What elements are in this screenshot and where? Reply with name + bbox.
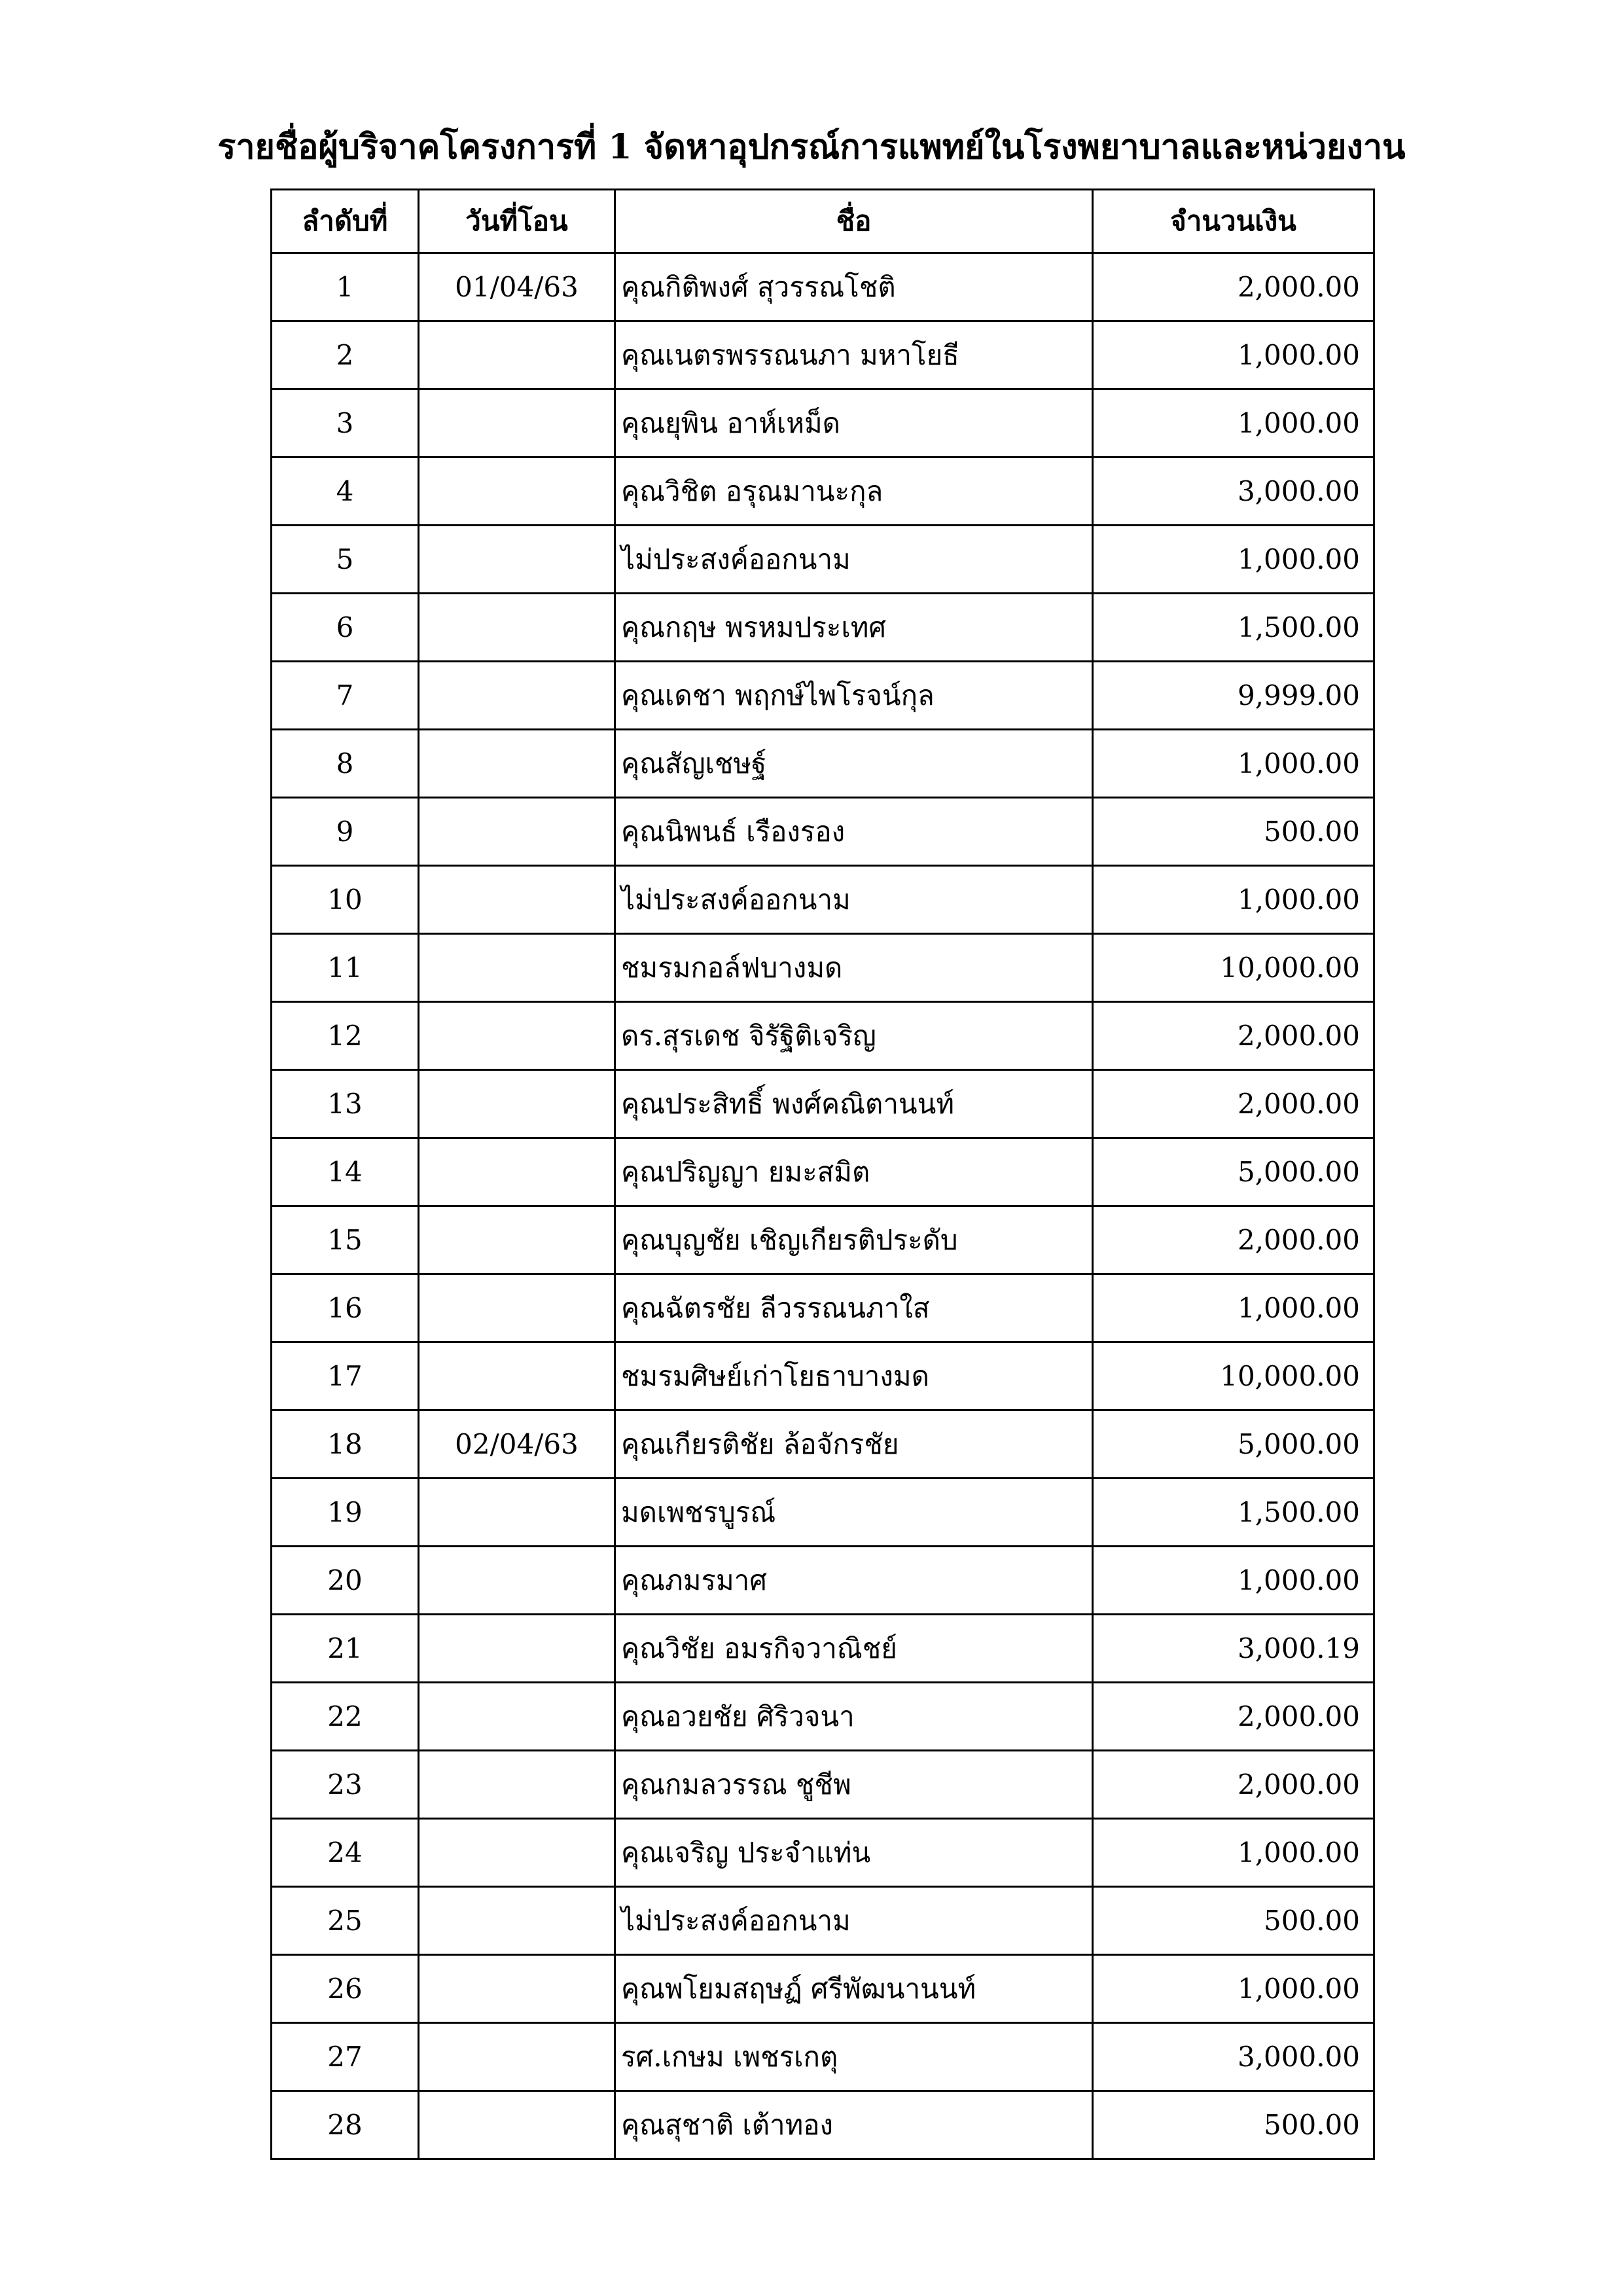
cell-amount: 5,000.00 xyxy=(1093,1138,1374,1206)
cell-donor-name: คุณนิพนธ์ เรืองรอง xyxy=(615,798,1093,866)
cell-amount: 500.00 xyxy=(1093,1887,1374,1955)
cell-transfer-date xyxy=(419,321,615,389)
cell-transfer-date xyxy=(419,1138,615,1206)
cell-amount: 1,500.00 xyxy=(1093,1479,1374,1547)
cell-amount: 500.00 xyxy=(1093,2091,1374,2159)
table-row xyxy=(272,1206,1374,1274)
cell-donor-name: คุณวิชิต อรุณมานะกุล xyxy=(615,457,1093,526)
cell-transfer-date xyxy=(419,389,615,457)
cell-amount: 500.00 xyxy=(1093,798,1374,866)
table-row xyxy=(272,866,1374,934)
header-amount: จำนวนเงิน xyxy=(1093,190,1374,253)
cell-amount: 10,000.00 xyxy=(1093,934,1374,1002)
cell-amount: 5,000.00 xyxy=(1093,1410,1374,1479)
table-row xyxy=(272,798,1374,866)
table-row xyxy=(272,457,1374,526)
cell-order-no: 7 xyxy=(272,662,419,730)
cell-donor-name: คุณกฤษ พรหมประเทศ xyxy=(615,594,1093,662)
cell-order-no: 6 xyxy=(272,594,419,662)
cell-amount: 1,000.00 xyxy=(1093,1274,1374,1342)
table-row xyxy=(272,934,1374,1002)
cell-amount: 9,999.00 xyxy=(1093,662,1374,730)
cell-order-no: 16 xyxy=(272,1274,419,1342)
cell-donor-name: คุณสัญเชษฐ์ xyxy=(615,730,1093,798)
cell-transfer-date xyxy=(419,457,615,526)
cell-order-no: 22 xyxy=(272,1683,419,1751)
table-row xyxy=(272,594,1374,662)
cell-order-no: 10 xyxy=(272,866,419,934)
cell-transfer-date: 02/04/63 xyxy=(419,1410,615,1479)
cell-amount: 1,000.00 xyxy=(1093,1955,1374,2023)
cell-transfer-date xyxy=(419,526,615,594)
cell-order-no: 21 xyxy=(272,1615,419,1683)
table-row xyxy=(272,2023,1374,2091)
donor-table xyxy=(270,188,1375,2160)
cell-amount: 10,000.00 xyxy=(1093,1342,1374,1410)
cell-order-no: 14 xyxy=(272,1138,419,1206)
cell-order-no: 25 xyxy=(272,1887,419,1955)
table-row xyxy=(272,1070,1374,1138)
cell-amount: 1,000.00 xyxy=(1093,321,1374,389)
cell-donor-name: คุณกมลวรรณ ชูชีพ xyxy=(615,1751,1093,1819)
cell-transfer-date xyxy=(419,1547,615,1615)
cell-amount: 1,000.00 xyxy=(1093,1819,1374,1887)
table-row xyxy=(272,1615,1374,1683)
cell-donor-name: คุณปริญญา ยมะสมิต xyxy=(615,1138,1093,1206)
cell-order-no: 23 xyxy=(272,1751,419,1819)
cell-donor-name: คุณพโยมสฤษฏ์ ศรีพัฒนานนท์ xyxy=(615,1955,1093,2023)
cell-transfer-date xyxy=(419,594,615,662)
cell-transfer-date xyxy=(419,1615,615,1683)
cell-order-no: 9 xyxy=(272,798,419,866)
cell-amount: 2,000.00 xyxy=(1093,1751,1374,1819)
cell-transfer-date xyxy=(419,730,615,798)
cell-amount: 2,000.00 xyxy=(1093,1206,1374,1274)
header-name: ชื่อ xyxy=(615,190,1093,253)
cell-order-no: 4 xyxy=(272,457,419,526)
cell-order-no: 11 xyxy=(272,934,419,1002)
header-order-no: ลำดับที่ xyxy=(272,190,419,253)
table-row xyxy=(272,321,1374,389)
cell-order-no: 2 xyxy=(272,321,419,389)
cell-donor-name: คุณเดชา พฤกษ์ไพโรจน์กุล xyxy=(615,662,1093,730)
cell-donor-name: ชมรมกอล์ฟบางมด xyxy=(615,934,1093,1002)
cell-donor-name: คุณภมรมาศ xyxy=(615,1547,1093,1615)
table-row xyxy=(272,389,1374,457)
cell-order-no: 24 xyxy=(272,1819,419,1887)
table-body xyxy=(272,253,1374,2159)
cell-transfer-date xyxy=(419,1206,615,1274)
cell-amount: 1,000.00 xyxy=(1093,866,1374,934)
table-header-row xyxy=(272,190,1374,253)
table-row xyxy=(272,1479,1374,1547)
table-row xyxy=(272,662,1374,730)
table-row xyxy=(272,2091,1374,2159)
cell-donor-name: คุณเจริญ ประจำแท่น xyxy=(615,1819,1093,1887)
cell-donor-name: ชมรมศิษย์เก่าโยธาบางมด xyxy=(615,1342,1093,1410)
cell-order-no: 5 xyxy=(272,526,419,594)
cell-donor-name: คุณเนตรพรรณนภา มหาโยธี xyxy=(615,321,1093,389)
cell-transfer-date xyxy=(419,934,615,1002)
cell-amount: 2,000.00 xyxy=(1093,1002,1374,1070)
cell-order-no: 18 xyxy=(272,1410,419,1479)
cell-donor-name: คุณประสิทธิ์ พงศ์คณิตานนท์ xyxy=(615,1070,1093,1138)
cell-transfer-date xyxy=(419,866,615,934)
cell-transfer-date xyxy=(419,2023,615,2091)
cell-transfer-date xyxy=(419,1683,615,1751)
cell-order-no: 17 xyxy=(272,1342,419,1410)
cell-transfer-date xyxy=(419,1479,615,1547)
cell-order-no: 12 xyxy=(272,1002,419,1070)
cell-order-no: 15 xyxy=(272,1206,419,1274)
cell-amount: 1,000.00 xyxy=(1093,389,1374,457)
cell-transfer-date xyxy=(419,1887,615,1955)
cell-donor-name: คุณบุญชัย เชิญเกียรติประดับ xyxy=(615,1206,1093,1274)
cell-amount: 2,000.00 xyxy=(1093,1070,1374,1138)
table-row xyxy=(272,1002,1374,1070)
cell-amount: 2,000.00 xyxy=(1093,253,1374,321)
cell-donor-name: รศ.เกษม เพชรเกตุ xyxy=(615,2023,1093,2091)
cell-amount: 1,000.00 xyxy=(1093,1547,1374,1615)
table-row xyxy=(272,1547,1374,1615)
table-row xyxy=(272,1819,1374,1887)
table-row xyxy=(272,253,1374,321)
cell-order-no: 3 xyxy=(272,389,419,457)
cell-order-no: 1 xyxy=(272,253,419,321)
cell-order-no: 26 xyxy=(272,1955,419,2023)
cell-order-no: 20 xyxy=(272,1547,419,1615)
table-row xyxy=(272,1274,1374,1342)
cell-transfer-date xyxy=(419,1955,615,2023)
cell-donor-name: ดร.สุรเดช จิรัฐิติเจริญ xyxy=(615,1002,1093,1070)
cell-donor-name: คุณวิชัย อมรกิจวาณิชย์ xyxy=(615,1615,1093,1683)
cell-transfer-date xyxy=(419,1002,615,1070)
table-row xyxy=(272,1955,1374,2023)
cell-amount: 1,000.00 xyxy=(1093,526,1374,594)
cell-transfer-date xyxy=(419,1342,615,1410)
cell-donor-name: คุณอวยชัย ศิริวจนา xyxy=(615,1683,1093,1751)
cell-order-no: 27 xyxy=(272,2023,419,2091)
cell-transfer-date xyxy=(419,1751,615,1819)
cell-donor-name: คุณฉัตรชัย ลีวรรณนภาใส xyxy=(615,1274,1093,1342)
cell-amount: 1,500.00 xyxy=(1093,594,1374,662)
cell-transfer-date xyxy=(419,1274,615,1342)
table-row xyxy=(272,1887,1374,1955)
cell-donor-name: ไม่ประสงค์ออกนาม xyxy=(615,526,1093,594)
cell-transfer-date xyxy=(419,1070,615,1138)
cell-transfer-date: 01/04/63 xyxy=(419,253,615,321)
cell-transfer-date xyxy=(419,2091,615,2159)
table-row xyxy=(272,1751,1374,1819)
cell-amount: 1,000.00 xyxy=(1093,730,1374,798)
cell-donor-name: คุณสุชาติ เต้าทอง xyxy=(615,2091,1093,2159)
table-row xyxy=(272,1683,1374,1751)
cell-transfer-date xyxy=(419,1819,615,1887)
cell-transfer-date xyxy=(419,662,615,730)
cell-donor-name: คุณกิติพงศ์ สุวรรณโชติ xyxy=(615,253,1093,321)
cell-amount: 2,000.00 xyxy=(1093,1683,1374,1751)
cell-amount: 3,000.00 xyxy=(1093,2023,1374,2091)
table-row xyxy=(272,1138,1374,1206)
cell-amount: 3,000.00 xyxy=(1093,457,1374,526)
table-row xyxy=(272,730,1374,798)
cell-order-no: 19 xyxy=(272,1479,419,1547)
cell-order-no: 28 xyxy=(272,2091,419,2159)
cell-transfer-date xyxy=(419,798,615,866)
cell-donor-name: คุณยุพิน อาห์เหม็ด xyxy=(615,389,1093,457)
cell-donor-name: มดเพชรบูรณ์ xyxy=(615,1479,1093,1547)
table-row xyxy=(272,1342,1374,1410)
cell-donor-name: ไม่ประสงค์ออกนาม xyxy=(615,1887,1093,1955)
page-title: รายชื่อผู้บริจาคโครงการที่ 1 จัดหาอุปกรณ์การแพทย์ในโรงพยาบาลและหน่วยงาน xyxy=(217,127,1406,167)
cell-donor-name: คุณเกียรติชัย ล้อจักรชัย xyxy=(615,1410,1093,1479)
table-row xyxy=(272,526,1374,594)
cell-donor-name: ไม่ประสงค์ออกนาม xyxy=(615,866,1093,934)
table-row xyxy=(272,1410,1374,1479)
cell-amount: 3,000.19 xyxy=(1093,1615,1374,1683)
cell-order-no: 8 xyxy=(272,730,419,798)
cell-order-no: 13 xyxy=(272,1070,419,1138)
header-transfer-date: วันที่โอน xyxy=(419,190,615,253)
